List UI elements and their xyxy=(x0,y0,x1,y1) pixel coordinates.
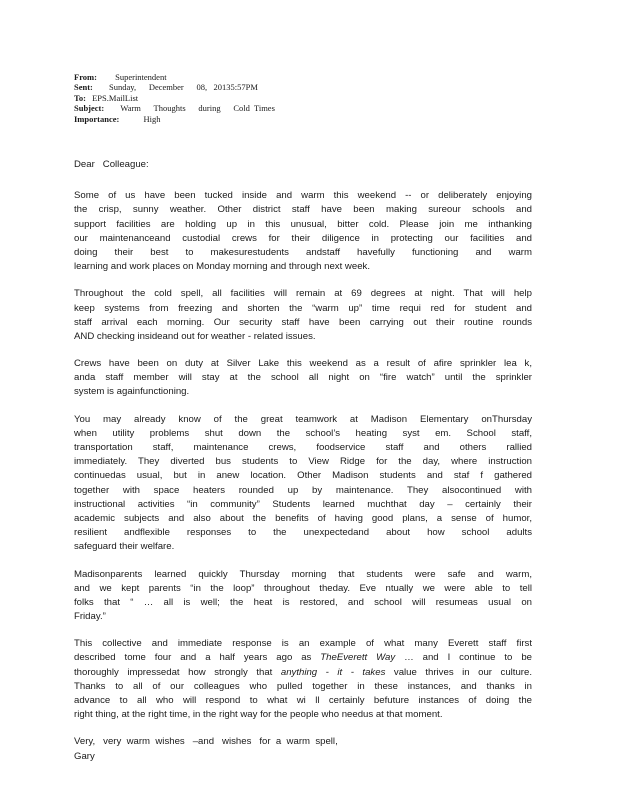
text-line: when utility problems shut down the school’s heating syst em. School staff, xyxy=(74,427,532,439)
text-line: continuedas usual, but in anew location. Other Madison students and staf f gathered xyxy=(74,470,532,482)
text-segment: … and I continue to be xyxy=(395,652,532,664)
text-line: doing their best to makesurestudents andstaff havefully functioning and warm xyxy=(74,246,532,258)
text-line: keep systems from freezing and shorten the “warm up” time requi red for student and xyxy=(74,302,532,314)
text-line: Friday.” xyxy=(74,611,106,623)
text-segment: thoroughly impressedat how strongly that xyxy=(74,666,281,678)
body-paragraphs xyxy=(74,189,532,722)
text-line: and we kept parents “in the loop” throughout theday. Eve ntually we were able to tell xyxy=(74,582,532,594)
text-line: anda staff member will stay at the school all night on “fire watch” until the sprinkler xyxy=(74,372,532,384)
subject-value: Warm Thoughts during Cold Times xyxy=(120,103,275,114)
text-segment: This collective and immediate response is an example of what many Everett staff first xyxy=(74,638,532,650)
text-line: our maintenanceand custodial crews for their diligence in protecting our facilities and xyxy=(74,232,532,244)
from-value: Superintendent xyxy=(115,72,167,82)
paragraph xyxy=(74,413,532,555)
closing xyxy=(74,735,532,763)
signature: Gary xyxy=(74,750,95,762)
text-line: system is againfunctioning. xyxy=(74,386,190,398)
text-line: resilient andflexible responses to the unexpectedand about how school adults xyxy=(74,527,532,539)
to-row xyxy=(74,93,275,103)
italic-phrase: anything - it - takes xyxy=(280,666,386,678)
text-line: the crisp, sunny weather. Other district staff have been making sureour schools and xyxy=(74,204,532,216)
sent-value: Sunday, December 08, 20135:57PM xyxy=(109,82,258,93)
text-line: staff arrival each morning. Our security staff have been carrying out their routine rounds xyxy=(74,316,532,328)
text-line: Madisonparents learned quickly Thursday morning that students were safe and warm, xyxy=(74,568,532,580)
text-line: AND checking insideand out for weather - related issues. xyxy=(74,330,316,342)
from-row xyxy=(74,72,275,82)
text-line: safeguard their welfare. xyxy=(74,541,175,553)
text-line: You may already know of the great teamwork at Madison Elementary onThursday xyxy=(74,413,532,425)
paragraph xyxy=(74,568,532,625)
text-line xyxy=(74,694,532,708)
text-segment: Thanks to all of our colleagues who pulled together in these instances, and thanks in xyxy=(74,680,532,692)
text-line xyxy=(74,651,532,665)
closing-line: Very, very warm wishes –and wishes for a warm spell, xyxy=(74,736,338,748)
text-segment: value thrives in our culture. xyxy=(385,666,532,678)
text-line: Throughout the cold spell, all facilities will remain at 69 degrees at night. That will help xyxy=(74,288,532,300)
subject-row xyxy=(74,103,275,113)
email-header xyxy=(74,72,275,124)
text-line xyxy=(74,637,532,651)
text-line: immediately. They diverted bus students to View Ridge for the day, where instruction xyxy=(74,456,532,468)
salutation: Dear Colleague: xyxy=(74,159,149,170)
text-line: instructional activities “in community” Students learned muchthat day – certainly their xyxy=(74,498,532,510)
paragraph xyxy=(74,189,532,274)
text-line: folks that “ … all is well; the heat is restored, and school will resumeas usual on xyxy=(74,596,532,608)
importance-label: Importance: xyxy=(74,113,120,124)
text-segment: advance to all who will respond to what wi ll certainly befuture instances of doing the xyxy=(74,695,532,707)
from-label: From: xyxy=(74,72,97,82)
text-line: Some of us have been tucked inside and warm this weekend -- or deliberately enjoying xyxy=(74,190,532,202)
text-line: academic subjects and also about the benefits of having good plans, a sense of humor, xyxy=(74,512,532,524)
text-line: together with space heaters rounded up by maintenance. They alsocontinued with xyxy=(74,484,532,496)
paragraph xyxy=(74,287,532,344)
importance-value: High xyxy=(143,113,161,124)
text-line xyxy=(74,666,532,680)
text-line: support facilities are holding up in this unusual, bitter cold. Please join me inthanking xyxy=(74,218,532,230)
text-line: learning and work places on Monday morning and through next week. xyxy=(74,261,370,273)
sent-label: Sent: xyxy=(74,82,93,93)
to-value: EPS.MailList xyxy=(92,92,139,103)
text-segment: described tome four and a half years ago as xyxy=(74,652,321,664)
sent-row xyxy=(74,82,275,92)
text-line: transportation staff, maintenance crews, foodservice staff and others rallied xyxy=(74,442,532,454)
subject-label: Subject: xyxy=(74,103,105,114)
text-segment: right thing, at the right time, in the right way for the people who needus at that moment. xyxy=(74,709,443,721)
text-line: Crews have been on duty at Silver Lake this weekend as a result of afire sprinkler lea k, xyxy=(74,358,532,370)
to-label: To: xyxy=(74,92,86,103)
paragraph xyxy=(74,357,532,400)
paragraph xyxy=(74,637,532,722)
text-line xyxy=(74,708,532,722)
italic-phrase: TheEverett Way xyxy=(320,652,396,664)
text-line xyxy=(74,680,532,694)
importance-row xyxy=(74,114,275,124)
email-body xyxy=(74,158,532,764)
